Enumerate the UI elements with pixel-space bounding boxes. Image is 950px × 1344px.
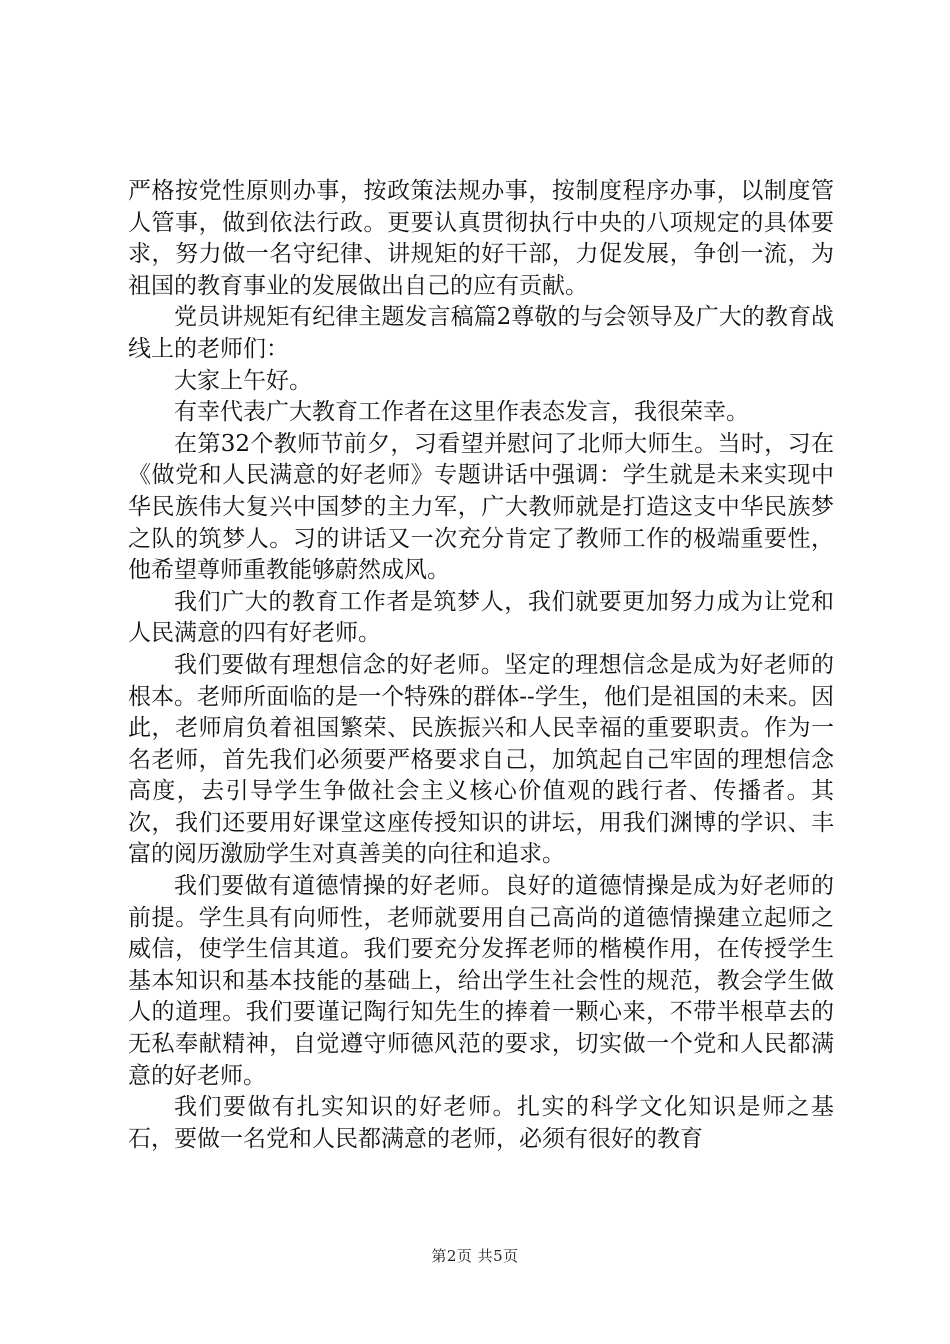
- document-body: [128, 176, 834, 1155]
- paragraph: 我们要做有理想信念的好老师。坚定的理想信念是成为好老师的根本。老师所面临的是一个特殊的群体--学生，他们是祖国的未来。因此，老师肩负着祖国繁荣、民族振兴和人民幸福的重要职责。作为一名老师，首先我们必须要严格要求自己，加筑起自己牢固的理想信念高度，去引导学生争做社会主义核心价值观的践行者、传播者。其次，我们还要用好课堂这座传授知识的讲坛，用我们渊博的学识、丰富的阅历激励学生对真善美的向往和追求。: [128, 651, 834, 868]
- paragraph: 大家上午好。: [174, 367, 312, 394]
- paragraph: 我们要做有道德情操的好老师。良好的道德情操是成为好老师的前提。学生具有向师性，老师就要用自己高尚的道德情操建立起师之威信，使学生信其道。我们要充分发挥老师的楷模作用，在传授学生基本知识和基本技能的基础上，给出学生社会性的规范，教会学生做人的道理。我们要谨记陶行知先生的捧着一颗心来，不带半根草去的无私奉献精神，自觉遵守师德风范的要求，切实做一个党和人民都满意的好老师。: [128, 873, 834, 1089]
- paragraph: 党员讲规矩有纪律主题发言稿篇2尊敬的与会领导及广大的教育战线上的老师们：: [128, 304, 834, 362]
- paragraph: 我们广大的教育工作者是筑梦人，我们就要更加努力成为让党和人民满意的四有好老师。: [128, 588, 834, 647]
- page-footer: 第2页 共5页: [431, 1247, 519, 1265]
- paragraph: 我们要做有扎实知识的好老师。扎实的科学文化知识是师之基石，要做一名党和人民都满意的老师，必须有很好的教育: [128, 1094, 834, 1152]
- paragraph: 有幸代表广大教育工作者在这里作表态发言，我很荣幸。: [174, 399, 749, 426]
- paragraph: 在第32个教师节前夕，习看望并慰问了北师大师生。当时，习在《做党和人民满意的好老师》专题讲话中强调：学生就是未来实现中华民族伟大复兴中国梦的主力军，广大教师就是打造这支中华民族梦之队的筑梦人。习的讲话又一次充分肯定了教师工作的极端重要性，他希望尊师重教能够蔚然成风。: [128, 430, 834, 584]
- paragraph: 严格按党性原则办事，按政策法规办事，按制度程序办事，以制度管人管事，做到依法行政。更要认真贯彻执行中央的八项规定的具体要求，努力做一名守纪律、讲规矩的好干部，力促发展，争创一流，为祖国的教育事业的发展做出自己的应有贡献。: [128, 178, 834, 299]
